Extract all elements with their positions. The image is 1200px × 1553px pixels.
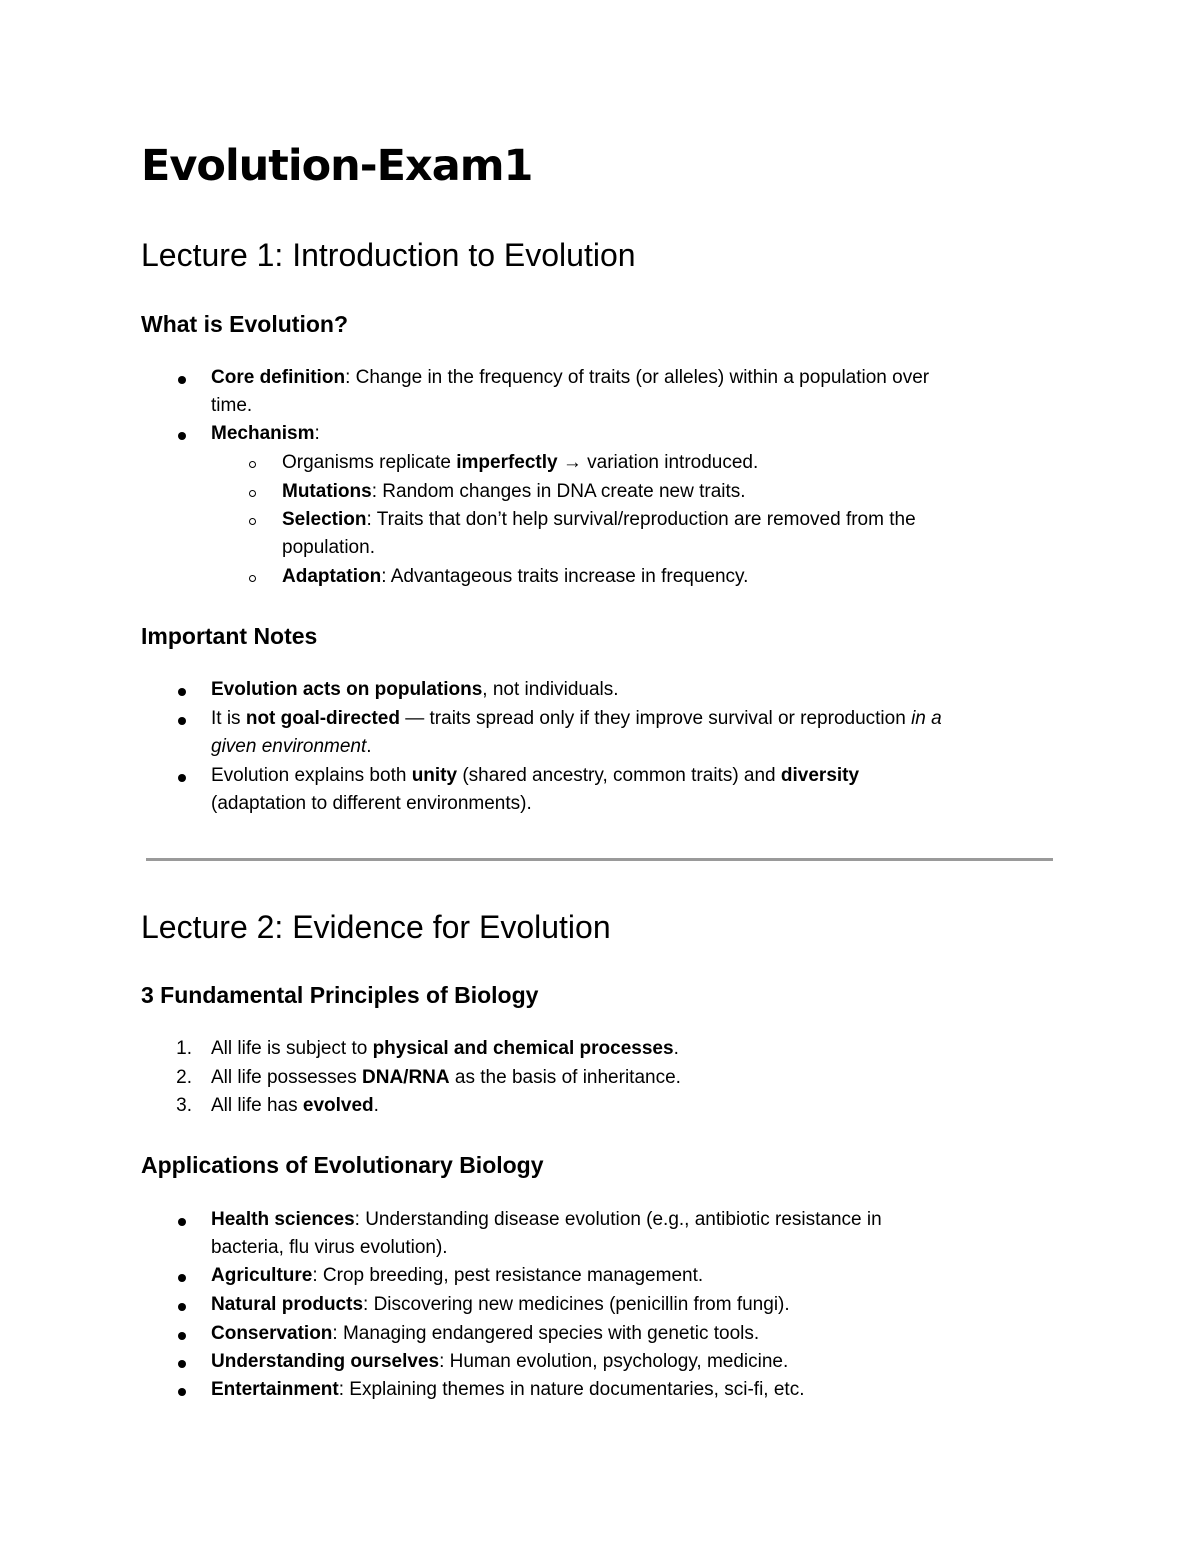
term: imperfectly	[456, 452, 558, 473]
emphasis: in a	[911, 708, 942, 729]
term: Adaptation	[282, 566, 382, 587]
text: : Managing endangered species with genetic tools.	[332, 1323, 760, 1344]
principle-item-2	[211, 1064, 681, 1092]
bullet-icon	[178, 1388, 186, 1396]
term: diversity	[780, 765, 860, 786]
term: DNA/RNA	[362, 1067, 450, 1088]
application-health-cont: bacteria, flu virus evolution).	[211, 1237, 448, 1258]
what-is-evolution-heading: What is Evolution?	[141, 311, 348, 337]
document-title: Evolution-Exam1	[141, 141, 533, 191]
text: : Understanding disease evolution (e.g., antibiotic resistance in	[354, 1209, 882, 1230]
bullet-icon	[178, 1303, 186, 1311]
term: Natural products	[211, 1294, 364, 1315]
term: Agriculture	[211, 1265, 313, 1286]
term: Selection	[282, 509, 367, 530]
text: Evolution explains both	[211, 765, 412, 786]
important-notes-heading: Important Notes	[141, 623, 318, 649]
term: unity	[411, 765, 458, 786]
term: Core definition	[211, 367, 346, 388]
term: not goal-directed	[245, 708, 400, 729]
circle-bullet-icon	[249, 490, 256, 497]
text: as the basis of inheritance.	[449, 1067, 681, 1088]
application-health	[211, 1206, 882, 1234]
term: Mutations	[282, 481, 372, 502]
principle-item-3	[211, 1092, 379, 1120]
text: : Advantageous traits increase in frequency.	[381, 566, 749, 587]
text: All life possesses	[211, 1067, 363, 1088]
text: — traits spread only if they improve survival or reproduction	[399, 708, 912, 729]
text: It is	[211, 708, 246, 729]
text: : Random changes in DNA create new traits.	[371, 481, 746, 502]
text: : Human evolution, psychology, medicine.	[439, 1351, 789, 1372]
sub-item-imperfect	[282, 449, 758, 477]
text: All life is subject to	[211, 1038, 373, 1059]
term: Evolution acts on populations	[211, 679, 483, 700]
list-item-not-goal-directed	[211, 705, 942, 733]
bullet-icon	[178, 688, 186, 696]
circle-bullet-icon	[249, 461, 256, 468]
list-item-core-definition-cont: time.	[211, 395, 253, 416]
principles-heading: 3 Fundamental Principles of Biology	[141, 982, 539, 1008]
circle-bullet-icon	[249, 575, 256, 582]
text: .	[366, 736, 372, 757]
term: Mechanism	[211, 423, 315, 444]
list-number: 2.	[176, 1067, 192, 1088]
list-item-mechanism	[211, 420, 320, 448]
text: : Traits that don’t help survival/reproduction are removed from the	[366, 509, 916, 530]
text: , not individuals.	[482, 679, 619, 700]
text: All life has	[211, 1095, 303, 1116]
bullet-icon	[178, 717, 186, 725]
application-natural-products	[211, 1291, 790, 1319]
sub-item-adaptation	[282, 563, 748, 591]
text: .	[373, 1095, 379, 1116]
text: : Explaining themes in nature documentaries, sci-fi, etc.	[338, 1379, 805, 1400]
text: .	[673, 1038, 679, 1059]
text: (shared ancestry, common traits) and	[457, 765, 781, 786]
emphasis: given environment	[211, 736, 367, 757]
applications-heading: Applications of Evolutionary Biology	[141, 1152, 544, 1178]
list-number: 3.	[176, 1095, 192, 1116]
application-entertainment	[211, 1376, 804, 1404]
bullet-icon	[178, 1332, 186, 1340]
text: : Crop breeding, pest resistance management.	[312, 1265, 704, 1286]
term: evolved	[302, 1095, 374, 1116]
text: → variation introduced.	[557, 452, 759, 473]
list-item-core-definition	[211, 364, 929, 392]
text: :	[314, 423, 320, 444]
bullet-icon	[178, 1274, 186, 1282]
list-item-unity-diversity	[211, 762, 859, 790]
list-number: 1.	[176, 1038, 192, 1059]
lecture-1-heading: Lecture 1: Introduction to Evolution	[141, 237, 636, 273]
list-item-unity-diversity-cont: (adaptation to different environments).	[211, 793, 532, 814]
application-understanding-ourselves	[211, 1348, 788, 1376]
principle-item-1	[211, 1035, 679, 1063]
term: Conservation	[211, 1323, 333, 1344]
text: Organisms replicate	[282, 452, 457, 473]
application-conservation	[211, 1320, 759, 1348]
term: physical and chemical processes	[372, 1038, 674, 1059]
term: Health sciences	[211, 1209, 355, 1230]
application-agriculture	[211, 1262, 703, 1290]
list-item-not-goal-directed-cont	[211, 733, 372, 761]
term: Entertainment	[211, 1379, 339, 1400]
term: Understanding ourselves	[211, 1351, 440, 1372]
bullet-icon	[178, 774, 186, 782]
circle-bullet-icon	[249, 518, 256, 525]
sub-item-mutations	[282, 478, 746, 506]
sub-item-selection	[282, 506, 916, 534]
horizontal-divider	[146, 858, 1053, 861]
lecture-2-heading: Lecture 2: Evidence for Evolution	[141, 909, 611, 945]
list-item-populations	[211, 676, 619, 704]
bullet-icon	[178, 1360, 186, 1368]
bullet-icon	[178, 1218, 186, 1226]
bullet-icon	[178, 376, 186, 384]
bullet-icon	[178, 432, 186, 440]
text: : Change in the frequency of traits (or alleles) within a population over	[345, 367, 930, 388]
text: : Discovering new medicines (penicillin from fungi).	[363, 1294, 790, 1315]
sub-item-selection-cont: population.	[282, 537, 375, 558]
